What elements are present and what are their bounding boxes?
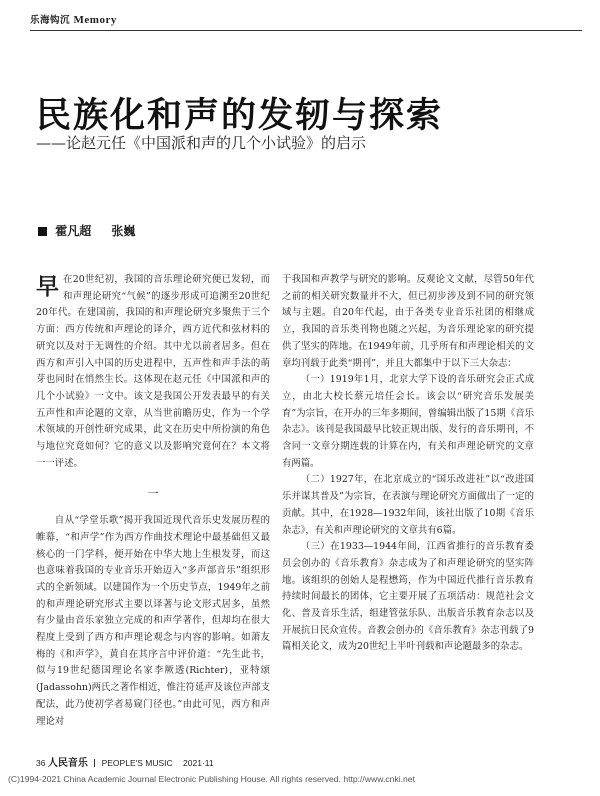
article-subtitle: ——论赵元任《中国派和声的几个小试验》的启示	[36, 134, 367, 152]
drop-cap: 早	[36, 274, 59, 300]
column-name: 乐海钩沉	[30, 15, 71, 26]
author-marker-icon	[38, 227, 47, 236]
author-line	[38, 222, 151, 239]
page-number: 36	[36, 758, 46, 768]
intro-paragraph	[36, 272, 270, 472]
column-name-en: Memory	[73, 14, 117, 26]
author-name: 张巍	[111, 224, 136, 238]
copyright-notice: (C)1994-2021 China Academic Journal Electronic Publishing House. All rights reserved. http://www.cnki.net	[8, 774, 415, 784]
body-paragraph: （三）在1933—1944年间，江西省推行的音乐教育委员会创办的《音乐教育》杂志成为了和声理论研究的坚实阵地。该组织的创始人是程懋筠，作为中国近代推行音乐教育持续时间最长的团体，它主要开展了五项活动：规范社会文化、普及音乐生活，组建管弦乐队、出版音乐教育杂志以及开展抗日民众宣传。音教会创办的《音乐教育》杂志刊载了9篇相关论文，成为20世纪上半叶刊载和声论题最多的杂志。	[282, 541, 534, 653]
page-footer	[36, 754, 214, 769]
body-paragraph: （二）1927年，在北京成立的“国乐改进社”以“改进国乐并谋其普及”为宗旨，在表演与理论研究方面做出了一定的贡献。其中，在1928—1932年间，该社出版了10期《音乐杂志》，有关和声理论研究的文章共有6篇。	[282, 474, 534, 536]
intro-text: 在20世纪初，我国的音乐理论研究便已发轫，而和声理论研究“气候”的逐步形成可追溯至20世纪20年代。在建国前，我国的和声理论研究多聚焦于三个方面：西方传统和声理论的译介，西方近代和弦材料的研究以及对于无调性的介绍。其中尤以前者居多。但在西方和声引入中国的历史进程中，五声性和声手法的萌芽也同时在悄然生长。这体现在赵元任《中国派和声的几个小试验》一文中。该文是我国公开发表最早的有关五声性和声论题的文章，从当世前瞻历史，作为一个学术领域的开创性研究成果，此文在历史中所扮演的角色与地位究竟如何？它的意义以及影响究竟何在？本文将一一评述。	[36, 274, 270, 469]
left-column	[36, 272, 270, 730]
journal-logo-cn: 人民音乐	[47, 758, 88, 769]
body-paragraph: 于我国和声教学与研究的影响。反观论文文献，尽管50年代之前的相关研究数量并不大，但已初步涉及到不同的研究领域与主题。自20年代起，由于各类专业音乐社团的相继成立，我国的音乐类刊物也随之兴起，为音乐理论家的研究提供了坚实的阵地。在1949年前，几乎所有和声理论相关的文章均刊载于此类“期刊”，并且大都集中于以下三大杂志：	[282, 274, 534, 369]
author-name: 霍凡超	[55, 224, 92, 238]
running-header	[30, 12, 117, 26]
body-paragraph: 自从“学堂乐歌”揭开我国近现代音乐史发展历程的帷幕，“和声学”作为西方作曲技术理论中最基础但又最核心的一门学科，便开始在中华大地上生根发芽，而这也意味着我国的专业音乐开始迈入“多声部音乐”组织形式的全新领域。以建国作为一个历史节点，1949年之前的和声理论研究形式主要以译著与论文形式居多，虽然有少量由音乐家独立完成的和声学著作，但却均在很大程度上受到了西方和声理论观念与内容的影响。如萧友梅的《和声学》，黄自在其序言中评价道：“先生此书，似与19世纪德国理论名家李厥透(Richter)，亚特颂(Jadassohn)两氏之著作相近，惟注符延声及该位声部支配法，此乃使初学者易窥门径也。”由此可见，西方和声理论对	[36, 515, 270, 727]
header-rule	[30, 30, 582, 31]
right-column	[282, 272, 534, 656]
article-title: 民族化和声的发轫与探索	[36, 96, 444, 136]
journal-name-en: PEOPLE'S MUSIC	[101, 758, 173, 768]
issue-number: 2021·11	[183, 758, 214, 768]
section-number: 一	[147, 487, 159, 501]
body-paragraph: （一）1919年1月，北京大学下设的音乐研究会正式成立，由北大校长蔡元培任会长。该会以“研究音乐发展美育”为宗旨，在开办的三年多期间，曾编辑出版了15期《音乐杂志》。该刊是我国最早比较正规出版、发行的音乐期刊，不含同一文章分期连载的计算在内，有关和声理论研究的文章有两篇。	[282, 374, 534, 469]
footer-divider	[94, 759, 95, 767]
